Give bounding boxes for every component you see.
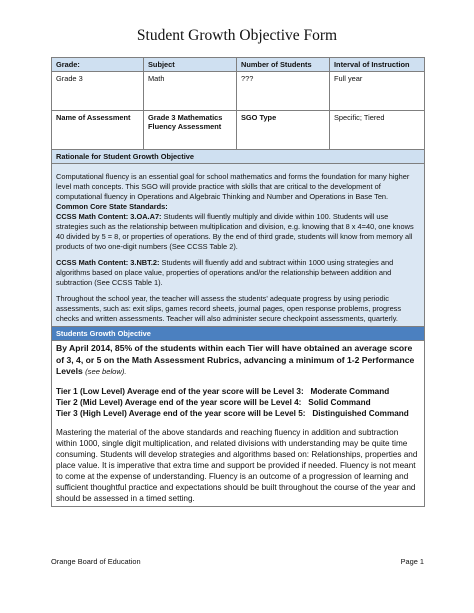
ccss-heading: Common Core State Standards: — [56, 202, 168, 211]
objective-heading-row — [52, 327, 425, 341]
objective-heading: Students Growth Objective — [52, 327, 425, 341]
footer-page-number: Page 1 — [400, 557, 424, 566]
objective-row — [52, 341, 425, 507]
footer-organization: Orange Board of Education — [51, 557, 141, 566]
ccss-standard-1-text: Students will fluently multiply and divide within 100. Students will use strategies such as the relationship between multiplication and division, e.g. knowing that 8 x 4=40, one knows 40 divided by 5 = 8, or properties of operations. By the end of third grade, students will know from memory all products of two one-digit numbers (See CCSS Table 2). — [56, 212, 414, 251]
objective-goal-note: (see below). — [85, 367, 127, 376]
tier-3 — [56, 408, 420, 419]
header-row — [52, 58, 425, 72]
sgo-type-value: Specific; Tiered — [330, 111, 425, 150]
ccss-standard-2 — [56, 258, 420, 288]
header-grade: Grade: — [52, 58, 144, 72]
objective-body: Mastering the material of the above standards and reaching fluency in addition and subtraction within 1000, single digit multiplication, and related divisions with understanding may be quite time consuming. Students will develop strategies and algorithms based on: Relationships, properties and place value. It is imperative that extra time and support be provided if needed. Fluency is not meant to come at the expense of understanding. Fluency is an outcome of a progression of learning and sufficient thoughtful practice and expectations should be built throughout the course of the year and should be assessed in a timed setting. — [56, 427, 418, 503]
rationale-heading-row — [52, 150, 425, 164]
tier-2-text: Tier 2 (Mid Level) Average end of the year score will be Level 4: — [56, 397, 302, 407]
tier-3-result: Distinguished Command — [312, 408, 409, 418]
ccss-standard-1 — [56, 212, 420, 252]
tier-2 — [56, 397, 420, 408]
ccss-standard-1-label: CCSS Math Content: 3.OA.A7: — [56, 212, 162, 221]
sgo-form-table — [51, 57, 425, 507]
ccss-standard-2-text: Students will fluently add and subtract within 1000 using strategies and algorithms based on place value, properties of operations and/or the relationship between addition and subtraction (See CCSS Table 1). — [56, 258, 394, 287]
header-number-of-students: Number of Students — [237, 58, 330, 72]
sgo-type-label: SGO Type — [237, 111, 330, 150]
name-of-assessment-label: Name of Assessment — [52, 111, 144, 150]
objective-goal — [56, 343, 420, 378]
tier-1-result: Moderate Command — [310, 386, 390, 396]
grade-value: Grade 3 — [52, 72, 144, 111]
number-of-students-value: ??? — [237, 72, 330, 111]
rationale-section — [52, 164, 425, 327]
interval-value: Full year — [330, 72, 425, 111]
subject-value: Math — [144, 72, 237, 111]
tier-1 — [56, 386, 420, 397]
rationale-heading: Rationale for Student Growth Objective — [52, 150, 425, 164]
assessment-name: Grade 3 Mathematics Fluency Assessment — [144, 111, 237, 150]
assessment-row — [52, 111, 425, 150]
tier-2-result: Solid Command — [308, 397, 371, 407]
rationale-row — [52, 164, 425, 327]
objective-section — [52, 341, 425, 507]
tier-3-text: Tier 3 (High Level) Average end of the year score will be Level 5: — [56, 408, 306, 418]
tier-1-text: Tier 1 (Low Level) Average end of the year score will be Level 3: — [56, 386, 304, 396]
objective-goal-text: By April 2014, 85% of the students within each Tier will have obtained an average score of 3, 4, or 5 on the Math Assessment Rubrics, advancing a minimum of 1-2 Performance Levels — [56, 343, 415, 376]
header-subject: Subject — [144, 58, 237, 72]
rationale-closing: Throughout the school year, the teacher will assess the students' adequate progress by using periodic assessments, such as: exit slips, games record sheets, journal pages, open response problems, progress checks and written assessments. Teacher will also administer secure checkpoint assessments, quarterly. — [56, 294, 402, 323]
header-interval: Interval of Instruction — [330, 58, 425, 72]
page-title: Student Growth Objective Form — [136, 27, 338, 44]
ccss-standard-2-label: CCSS Math Content: 3.NBT.2: — [56, 258, 160, 267]
rationale-intro: Computational fluency is an essential goal for school mathematics and forms the foundation for many higher level math concepts. This SGO will provide practice with skills that are critical to the development of computational fluency in Operations and Algebraic Thinking and Number and Operations in Base Ten. — [56, 172, 410, 201]
info-row — [52, 72, 425, 111]
